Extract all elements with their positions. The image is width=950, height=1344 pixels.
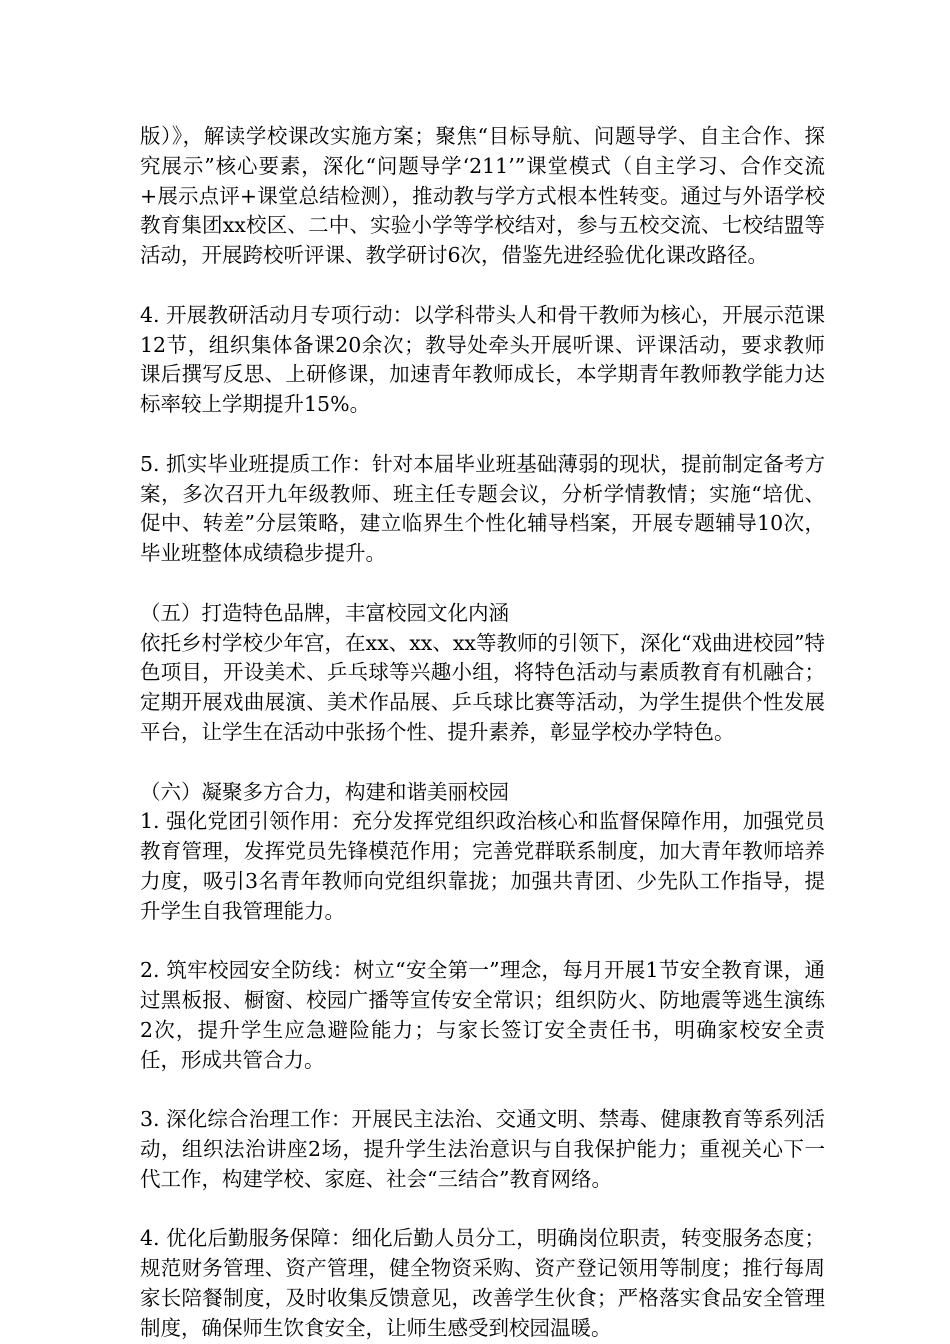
- paragraph-campus-safety: 2. 筑牢校园安全防线：树立“安全第一”理念，每月开展1节安全教育课，通过黑板报、橱窗、校园广播等宣传安全常识；组织防火、防地震等逃生演练2次，提升学生应急避险能力；与家长签订安全责任书，明确家校安全责任，形成共管合力。: [140, 958, 825, 1072]
- paragraph-logistics-service: 4. 优化后勤服务保障：细化后勤人员分工，明确岗位职责，转变服务态度；规范财务管理、资产管理，健全物资采购、资产登记领用等制度；推行每周家长陪餐制度，及时收集反馈意见，改善学生伙食；严格落实食品安全管理制度，确保师生饮食安全，让师生感受到校园温暖。: [140, 1226, 825, 1340]
- paragraph-campus-culture: 依托乡村学校少年宫，在xx、xx、xx等教师的引领下，深化“戏曲进校园”特色项目，开设美术、乒乓球等兴趣小组，将特色活动与素质教育有机融合；定期开展戏曲展演、美术作品展、乒乓球比赛等活动，为学生提供个性发展平台，让学生在活动中张扬个性、提升素养，彰显学校办学特色。: [140, 630, 825, 744]
- paragraph-gap: [140, 748, 825, 778]
- section-heading-six: （六）凝聚多方合力，构建和谐美丽校园: [140, 779, 509, 804]
- document-page: [140, 122, 825, 1344]
- paragraph-party-leadership: 1. 强化党团引领作用：充分发挥党组织政治核心和监督保障作用，加强党员教育管理，发挥党员先锋模范作用；完善党群联系制度，加大青年教师培养力度，吸引3名青年教师向党组织靠拢；加强共青团、少先队工作指导，提升学生自我管理能力。: [140, 809, 825, 923]
- paragraph-gap: [140, 1195, 825, 1225]
- paragraph-teaching-research-month: 4. 开展教研活动月专项行动：以学科带头人和骨干教师为核心，开展示范课12节，组织集体备课20余次；教导处牵头开展听课、评课活动，要求教师课后撰写反思、上研修课，加速青年教师成长，本学期青年教师教学能力达标率较上学期提升15%。: [140, 302, 825, 417]
- section-heading-five: （五）打造特色品牌，丰富校园文化内涵: [140, 600, 509, 625]
- paragraph-gap: [140, 927, 825, 957]
- paragraph-gap: [140, 420, 825, 450]
- paragraph-gap: [140, 271, 825, 301]
- paragraph-gap: [140, 569, 825, 599]
- paragraph-graduating-class: 5. 抓实毕业班提质工作：针对本届毕业班基础薄弱的现状，提前制定备考方案，多次召开九年级教师、班主任专题会议，分析学情教情；实施“培优、促中、转差”分层策略，建立临界生个性化辅导档案，开展专题辅导10次，毕业班整体成绩稳步提升。: [140, 451, 825, 566]
- paragraph-comprehensive-governance: 3. 深化综合治理工作：开展民主法治、交通文明、禁毒、健康教育等系列活动，组织法治讲座2场，提升学生法治意识与自我保护能力；重视关心下一代工作，构建学校、家庭、社会“三结合”教育网络。: [140, 1107, 825, 1191]
- paragraph-curriculum-reform: 版）》，解读学校课改实施方案；聚焦“目标导航、问题导学、自主合作、探究展示”核心要素，深化“问题导学‘211’”课堂模式（自主学习、合作交流+展示点评+课堂总结检测），推动教与学方式根本性转变。通过与外语学校教育集团xx校区、二中、实验小学等学校结对，参与五校交流、七校结盟等活动，开展跨校听评课、教学研讨6次，借鉴先进经验优化课改路径。: [140, 124, 825, 268]
- paragraph-gap: [140, 1076, 825, 1106]
